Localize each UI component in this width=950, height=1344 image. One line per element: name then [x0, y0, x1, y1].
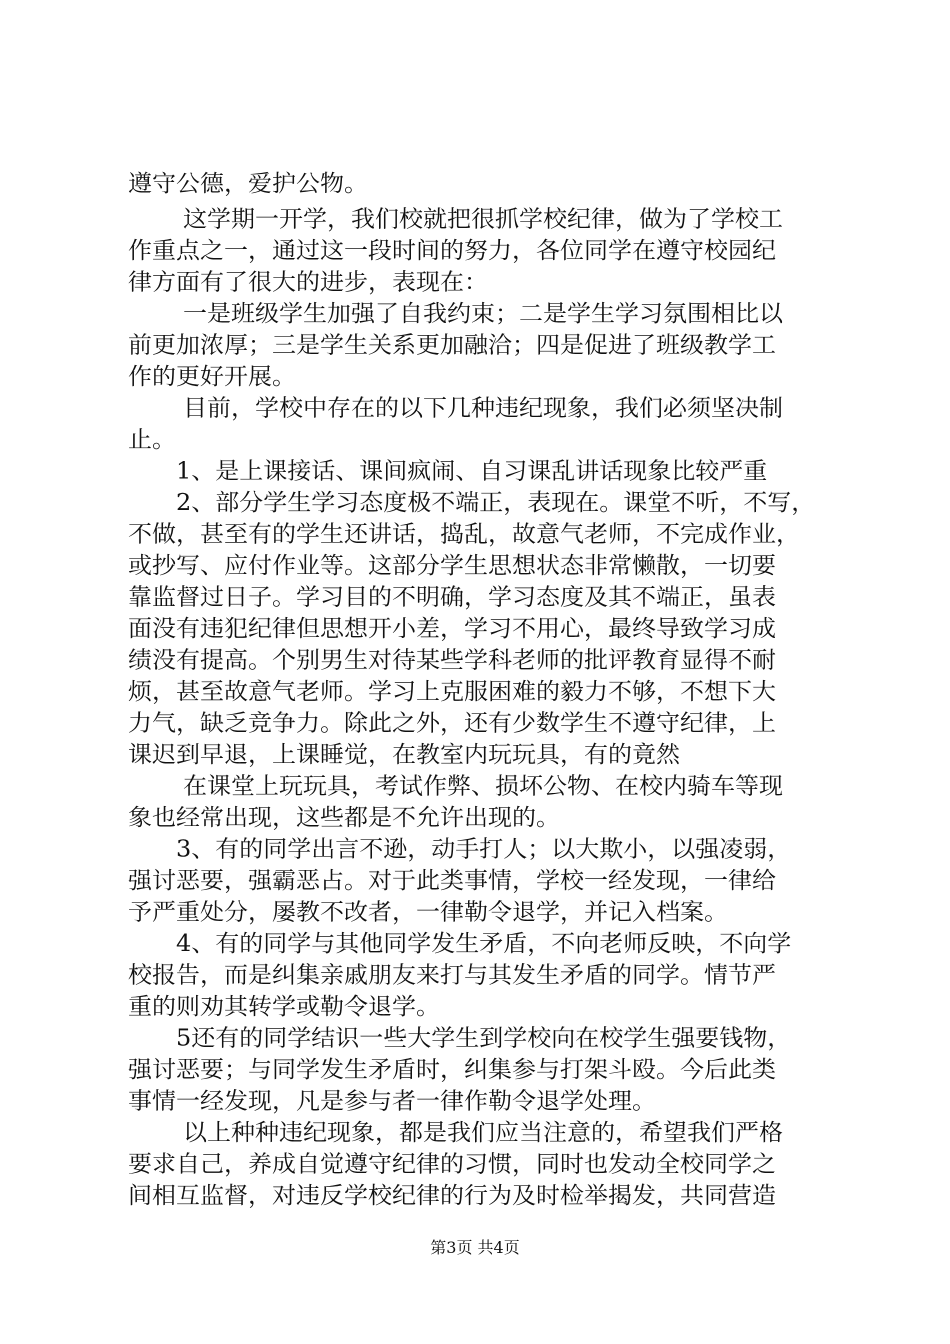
- text-line: 遵守公德，爱护公物。: [128, 169, 368, 197]
- text-line: 作的更好开展。: [128, 362, 296, 390]
- text-line: 1、是上课接话、课间疯闹、自习课乱讲话现象比较严重: [176, 457, 768, 485]
- text-line: 予严重处分，屡教不改者，一律勒令退学，并记入档案。: [128, 898, 728, 926]
- text-line: 绩没有提高。个别男生对待某些学科老师的批评教育显得不耐: [128, 646, 776, 674]
- text-line: 强讨恶要；与同学发生矛盾时，纠集参与打架斗殴。今后此类: [128, 1056, 776, 1083]
- text-line: 在课堂上玩玩具，考试作弊、损坏公物、在校内骑车等现: [183, 772, 783, 800]
- text-line: 或抄写、应付作业等。这部分学生思想状态非常懒散，一切要: [128, 551, 776, 579]
- text-line: 面没有违犯纪律但思想开小差，学习不用心，最终导致学习成: [128, 614, 776, 642]
- document-body: [0, 8, 950, 1292]
- text-line: 一是班级学生加强了自我约束；二是学生学习氛围相比以: [183, 299, 783, 327]
- text-line: 5还有的同学结识一些大学生到学校向在校学生强要钱物，: [176, 1024, 792, 1052]
- text-line: 重的则劝其转学或勒令退学。: [128, 993, 440, 1020]
- text-line: 3、有的同学出言不逊，动手打人；以大欺小，以强凌弱，: [176, 835, 792, 863]
- text-line: 目前，学校中存在的以下几种违纪现象，我们必须坚决制: [183, 394, 783, 422]
- page-footer: 第3页 共4页: [430, 1238, 520, 1257]
- text-line: 力气，缺乏竞争力。除此之外，还有少数学生不遵守纪律，上: [128, 709, 776, 737]
- text-line: 不做，甚至有的学生还讲话，捣乱，故意气老师，不完成作业，: [128, 520, 800, 548]
- text-line: 2、部分学生学习态度极不端正，表现在。课堂不听，不写，: [176, 488, 816, 516]
- text-line: 烦，甚至故意气老师。学习上克服困难的毅力不够，不想下大: [128, 677, 776, 705]
- text-line: 事情一经发现，凡是参与者一律作勒令退学处理。: [128, 1087, 656, 1115]
- text-line: 以上种种违纪现象，都是我们应当注意的，希望我们严格: [183, 1119, 783, 1146]
- text-line: 4、有的同学与其他同学发生矛盾，不向老师反映，不向学: [176, 930, 792, 957]
- text-line: 象也经常出现，这些都是不允许出现的。: [128, 804, 560, 831]
- text-line: 要求自己，养成自觉遵守纪律的习惯，同时也发动全校同学之: [128, 1150, 776, 1178]
- text-line: 止。: [128, 425, 176, 453]
- text-line: 作重点之一，通过这一段时间的努力，各位同学在遵守校园纪: [128, 236, 776, 264]
- text-line: 强讨恶要，强霸恶占。对于此类事情，学校一经发现，一律给: [128, 867, 776, 894]
- text-line: 律方面有了很大的进步，表现在：: [128, 268, 488, 296]
- text-line: 这学期一开学，我们校就把很抓学校纪律，做为了学校工: [183, 205, 783, 232]
- text-line: 前更加浓厚；三是学生关系更加融洽；四是促进了班级教学工: [128, 331, 776, 359]
- text-line: 校报告，而是纠集亲戚朋友来打与其发生矛盾的同学。情节严: [128, 961, 776, 989]
- text-line: 间相互监督，对违反学校纪律的行为及时检举揭发，共同营造: [128, 1182, 776, 1209]
- text-line: 靠监督过日子。学习目的不明确，学习态度及其不端正，虽表: [128, 583, 776, 611]
- text-line: 课迟到早退，上课睡觉，在教室内玩玩具，有的竟然: [128, 741, 680, 768]
